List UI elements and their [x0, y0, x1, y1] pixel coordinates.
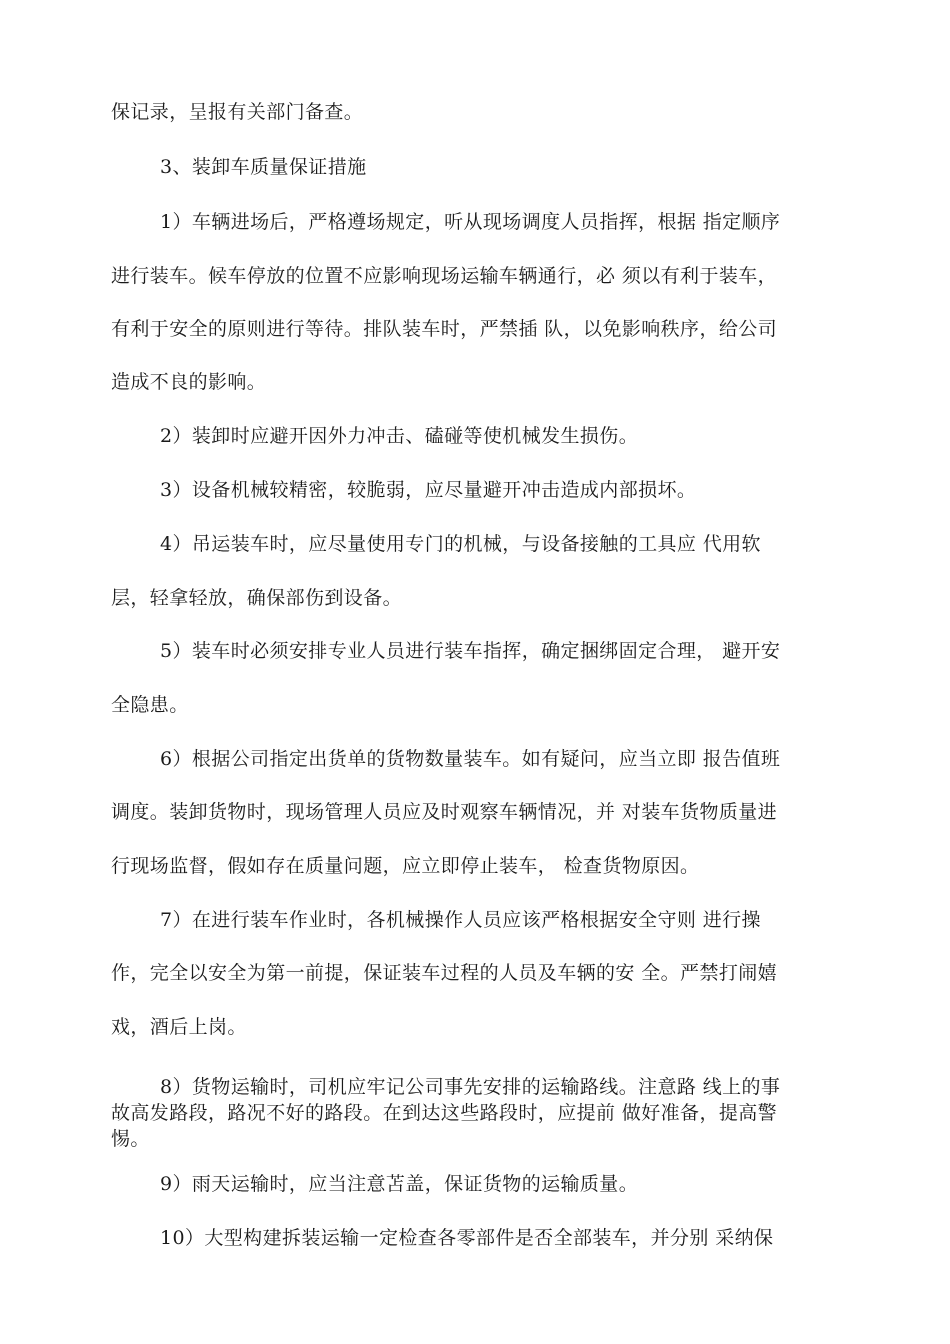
text-line: 保记录，呈报有关部门备查。 [111, 101, 364, 123]
text-line: 全隐患。 [111, 694, 189, 716]
text-line: 2）装卸时应避开因外力冲击、磕碰等使机械发生损伤。 [160, 425, 639, 447]
text-line: 戏，酒后上岗。 [111, 1016, 247, 1038]
text-line: 5）装车时必须安排专业人员进行装车指挥，确定捆绑固定合理， 避开安 [160, 640, 781, 662]
text-line: 3）设备机械较精密，较脆弱，应尽量避开冲击造成内部损坏。 [160, 479, 697, 501]
text-line: 4）吊运装车时，应尽量使用专门的机械，与设备接触的工具应 代用软 [160, 533, 761, 555]
text-line: 惕。 [111, 1128, 150, 1150]
text-line: 层，轻拿轻放，确保部伤到设备。 [111, 587, 403, 609]
text-line: 有利于安全的原则进行等待。排队装车时，严禁插 队，以免影响秩序，给公司 [111, 318, 778, 340]
text-line: 造成不良的影响。 [111, 371, 267, 393]
text-line: 行现场监督，假如存在质量问题，应立即停止装车， 检查货物原因。 [111, 855, 700, 877]
text-line: 进行装车。候车停放的位置不应影响现场运输车辆通行，必 须以有利于装车， [111, 265, 778, 287]
text-line: 6）根据公司指定出货单的货物数量装车。如有疑问，应当立即 报告值班 [160, 748, 781, 770]
section-heading: 3、装卸车质量保证措施 [160, 156, 367, 178]
text-line: 作，完全以安全为第一前提，保证装车过程的人员及车辆的安 全。严禁打闹嬉 [111, 962, 778, 984]
text-line: 9）雨天运输时，应当注意苫盖，保证货物的运输质量。 [160, 1173, 639, 1195]
text-line: 1）车辆进场后，严格遵场规定，听从现场调度人员指挥，根据 指定顺序 [160, 211, 781, 233]
text-line: 7）在进行装车作业时，各机械操作人员应该严格根据安全守则 进行操 [160, 909, 761, 931]
text-line: 调度。装卸货物时，现场管理人员应及时观察车辆情况，并 对装车货物质量进 [111, 801, 778, 823]
text-line: 10）大型构建拆装运输一定检查各零部件是否全部装车，并分别 采纳保 [160, 1227, 774, 1249]
text-line: 故高发路段，路况不好的路段。在到达这些路段时，应提前 做好准备，提高警 [111, 1102, 778, 1124]
text-line: 8）货物运输时，司机应牢记公司事先安排的运输路线。注意路 线上的事 [160, 1076, 781, 1098]
